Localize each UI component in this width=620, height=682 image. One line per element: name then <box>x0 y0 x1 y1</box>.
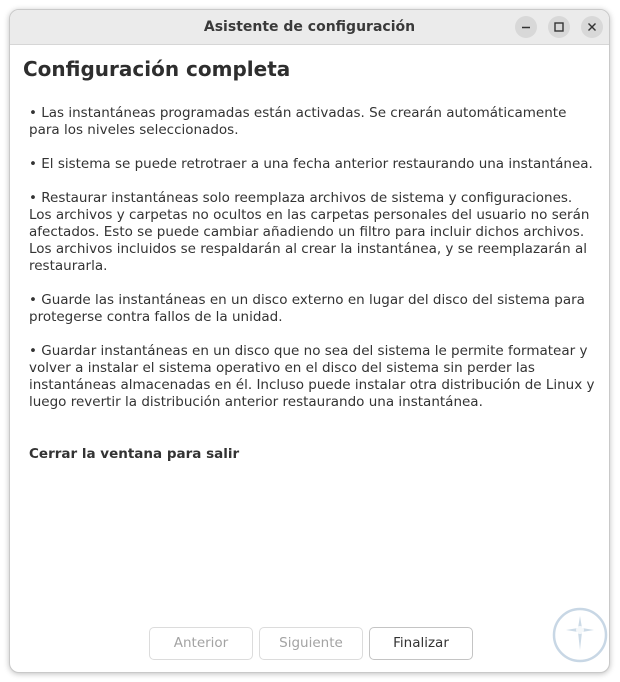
info-paragraph-scheduled: • Las instantáneas programadas están activadas. Se crearán automáticamente para los niveles seleccionados. <box>29 105 567 138</box>
next-button[interactable]: Siguiente <box>259 627 363 660</box>
page-heading: Configuración completa <box>23 57 291 81</box>
finish-button[interactable]: Finalizar <box>369 627 473 660</box>
info-paragraph-restore: • Restaurar instantáneas solo reemplaza archivos de sistema y configuraciones. Los archivos y carpetas no ocultos en las carpetas personales del usuario no serán afectados. Esto se puede cambiar añadiendo un filtro para incluir dichos archivos. Los archivos incluidos se respaldarán al crear la instantánea, y se reemplazarán al restaurarla. <box>29 190 590 274</box>
minimize-icon <box>515 16 537 38</box>
summary-text <box>29 105 595 428</box>
minimize-button[interactable] <box>515 16 537 38</box>
maximize-icon <box>548 16 570 38</box>
info-paragraph-external-disk: • Guarde las instantáneas en un disco externo en lugar del disco del sistema para protegerse contra fallos de la unidad. <box>29 292 585 325</box>
close-icon <box>581 16 603 38</box>
previous-button[interactable]: Anterior <box>149 627 253 660</box>
maximize-button[interactable] <box>548 16 570 38</box>
watermark-logo-icon <box>551 606 609 664</box>
close-button[interactable] <box>581 16 603 38</box>
title-bar[interactable] <box>10 10 609 45</box>
exit-instruction: Cerrar la ventana para salir <box>29 446 240 462</box>
info-paragraph-rollback: • El sistema se puede retrotraer a una fecha anterior restaurando una instantánea. <box>29 156 593 172</box>
window-title: Asistente de configuración <box>203 19 416 35</box>
setup-wizard-window <box>9 9 610 673</box>
info-paragraph-non-system-disk: • Guardar instantáneas en un disco que no sea del sistema le permite formatear y volver a instalar el sistema operativo en el disco del sistema sin perder las instantáneas almacenadas en él. Incluso puede instalar otra distribución de Linux y luego revertir la distribución anterior restaurando una instantánea. <box>29 343 595 410</box>
